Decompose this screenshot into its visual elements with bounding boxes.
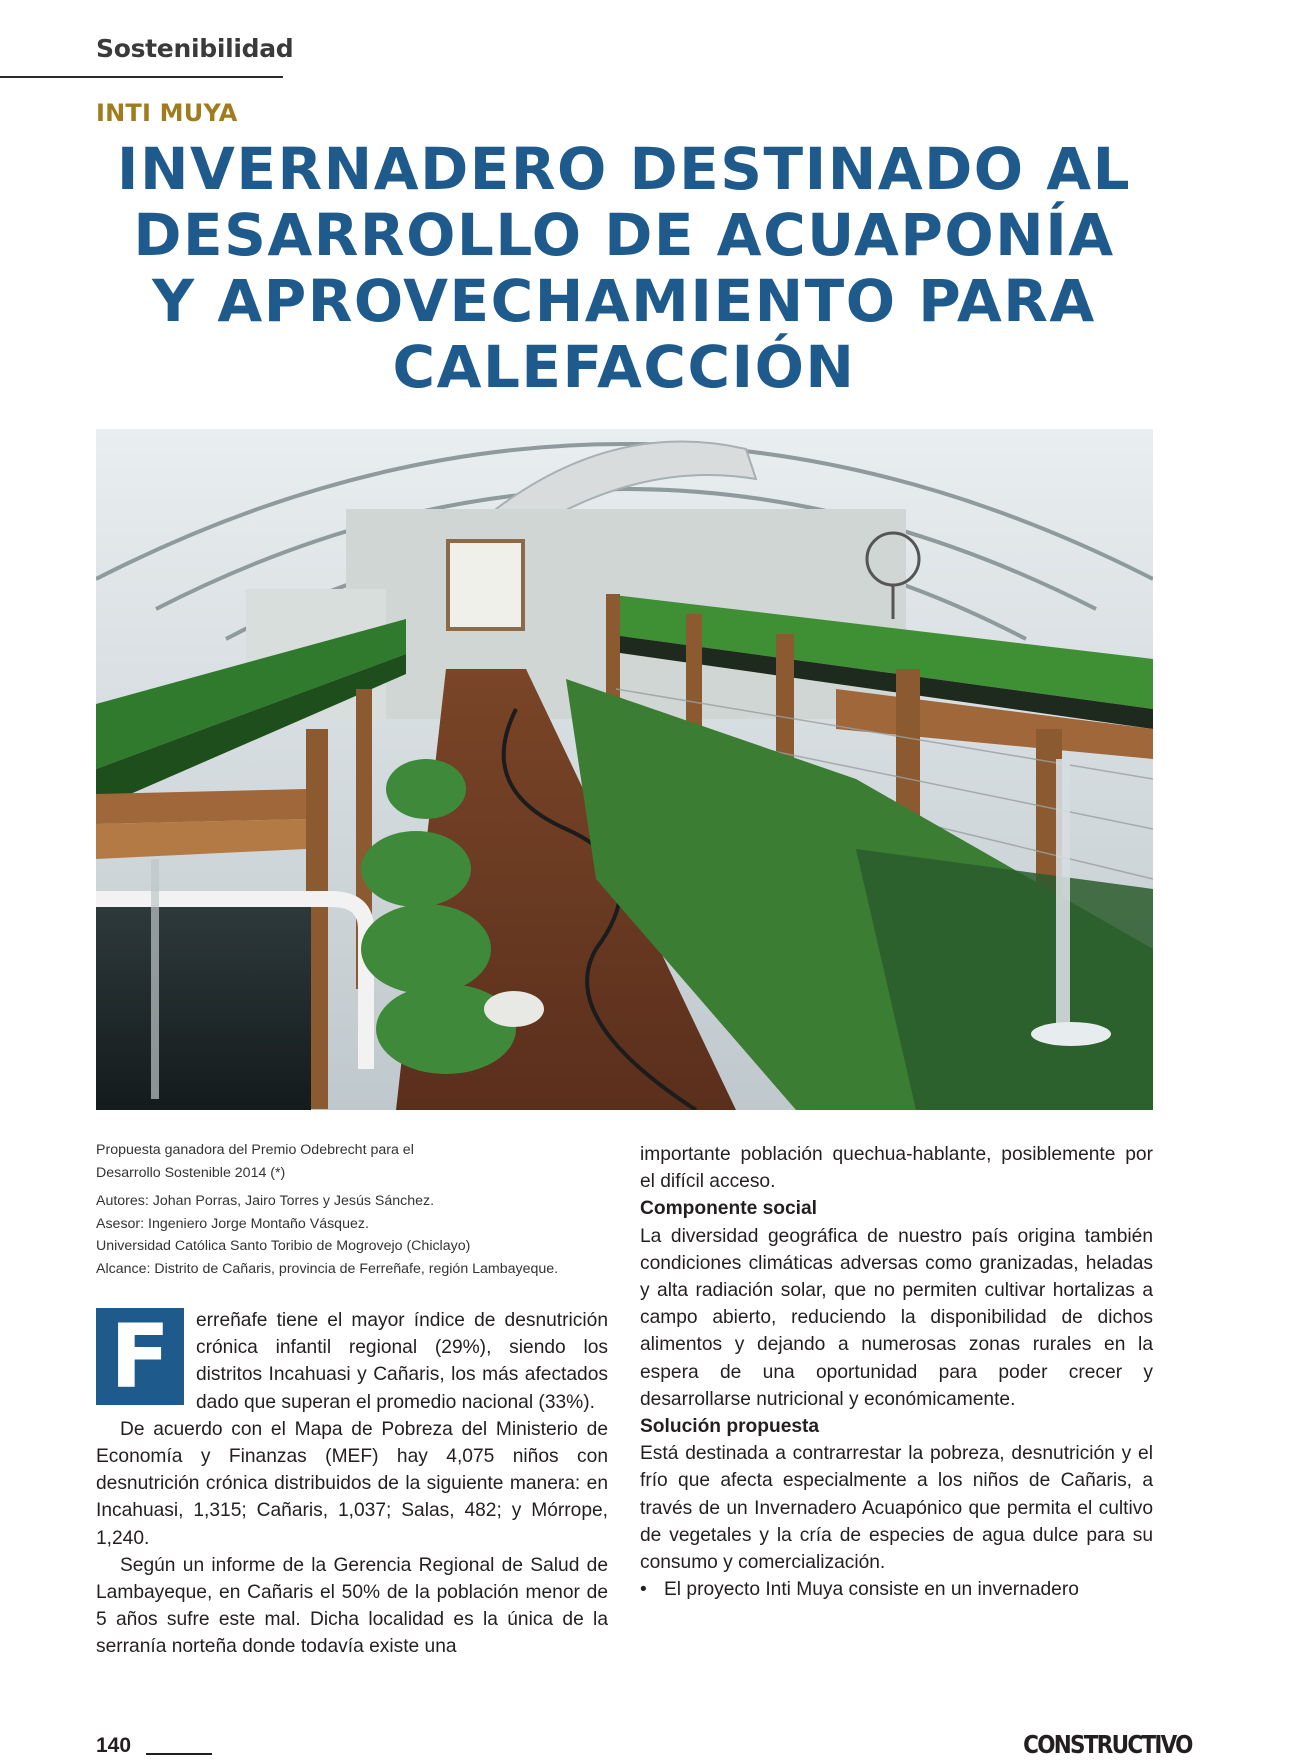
section-heading: Componente social [640,1198,817,1220]
article-paragraph: importante población quechua-hablante, posiblemente por el difícil acceso. [640,1144,1153,1193]
article-paragraph: La diversidad geográfica de nuestro país origina también condiciones climáticas adversas como granizadas, heladas y alta radiación solar, que no permiten cultivar hortalizas a campo abierto, reduciendo la disponibilidad de dichos alimentos y dejando a numerosas zonas rurales en la espera de una oportunidad para poder crecer y desarrollarse nutricional y económicamente. [640,1225,1153,1410]
magazine-logo: CONSTRUCTIVO [1023,1730,1192,1759]
section-rule [0,76,283,78]
title-line-1: INVERNADERO DESTINADO AL [116,135,1132,203]
greenhouse-photo [96,429,1153,1110]
page-number-rule [146,1753,212,1755]
bullet-item: • El proyecto Inti Muya consiste en un invernadero [640,1576,1153,1603]
caption-line: Autores: Johan Porras, Jairo Torres y Jesús Sánchez. [96,1193,435,1209]
article-column-right [640,1141,1153,1603]
article-paragraph-text: erreñafe tiene el mayor índice de desnutrición crónica infantil regional (29%), siendo los distritos Incahuasi y Cañaris, los más afectados dado que superan el promedio nacional (33%). [196,1310,608,1413]
caption-line: Universidad Católica Santo Toribio de Mogrovejo (Chiclayo) [96,1238,471,1254]
drop-cap: F [96,1308,184,1405]
article-paragraph: Según un informe de la Gerencia Regional de Salud de Lambayeque, en Cañaris el 50% de la población menor de 5 años sufre este mal. Dicha localidad es la única de la serranía norteña donde todavía existe una [96,1554,608,1658]
photo-caption [96,1139,616,1280]
title-line-3: Y APROVECHAMIENTO PARA [152,267,1096,335]
article-paragraph: Está destinada a contrarrestar la pobreza, desnutrición y el frío que afecta especialmente a los niños de Cañaris, a través de un Invernadero Acuapónico que permita el cultivo de vegetales y la cría de especies de agua dulce para su consumo y comercialización. [640,1443,1153,1574]
article-paragraph: De acuerdo con el Mapa de Pobreza del Ministerio de Economía y Finanzas (MEF) hay 4,075 niños con desnutrición crónica distribuidos de la siguiente manera: en Incahuasi, 1,315; Cañaris, 1,037; Salas, 482; y Mórrope, 1,240. [96,1418,608,1549]
caption-line: Asesor: Ingeniero Jorge Montaño Vásquez. [96,1215,369,1232]
article-column-left [96,1307,608,1661]
article-paragraph [96,1307,608,1416]
caption-line: Propuesta ganadora del Premio Odebrecht para el [96,1142,414,1158]
kicker: INTI MUYA [96,99,238,127]
section-label: Sostenibilidad [96,34,294,63]
title-line-2: DESARROLLO DE ACUAPONÍA [133,201,1115,269]
page-number: 140 [96,1734,132,1757]
page-title [96,136,1152,400]
caption-line: Desarrollo Sostenible 2014 (*) [96,1164,286,1181]
section-heading: Solución propuesta [640,1416,820,1438]
title-line-4: CALEFACCIÓN [392,333,856,401]
caption-line: Alcance: Distrito de Cañaris, provincia de Ferreñafe, región Lambayeque. [96,1260,559,1277]
